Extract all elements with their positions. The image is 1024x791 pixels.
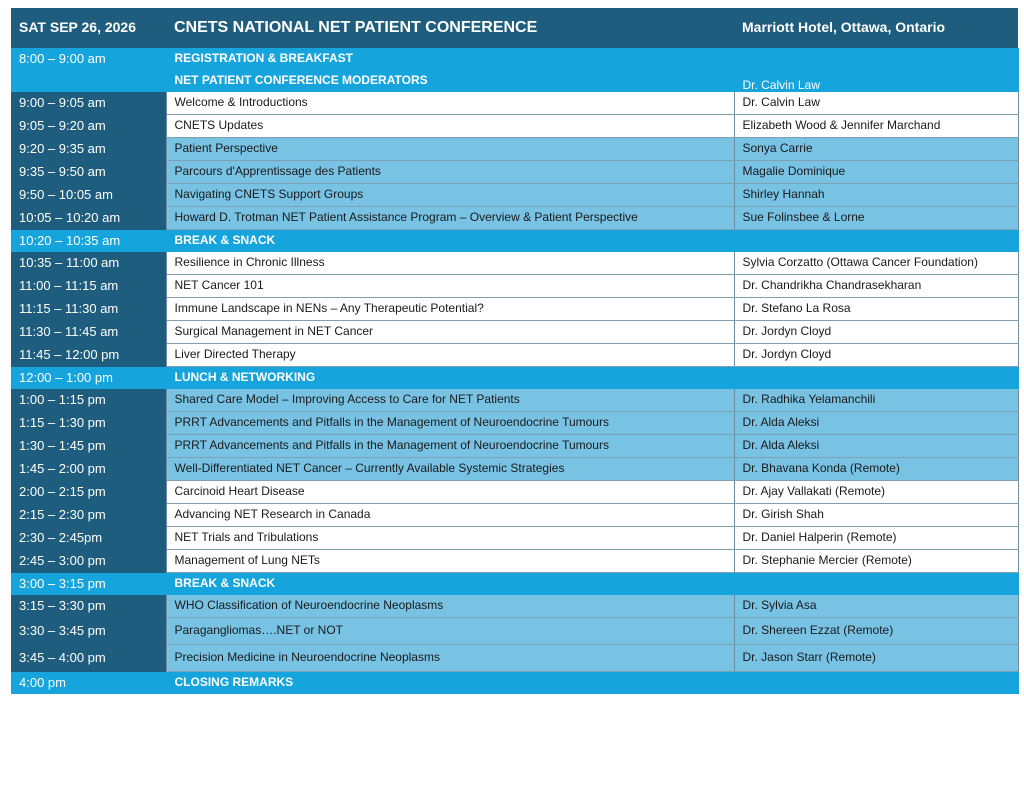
- agenda-row: [11, 481, 1018, 504]
- agenda-row: [11, 504, 1018, 527]
- agenda-speaker: [734, 573, 1018, 596]
- agenda-row: [11, 207, 1018, 230]
- agenda-table: [11, 8, 1019, 694]
- agenda-session: NET Cancer 101: [166, 275, 734, 298]
- agenda-row: [11, 298, 1018, 321]
- agenda-time: 3:00 – 3:15 pm: [11, 573, 166, 596]
- section-row: [11, 230, 1018, 253]
- section-row: [11, 573, 1018, 596]
- agenda-session: Well-Differentiated NET Cancer – Currently Available Systemic Strategies: [166, 458, 734, 481]
- agenda-session: Precision Medicine in Neuroendocrine Neoplasms: [166, 645, 734, 672]
- agenda-row: [11, 161, 1018, 184]
- agenda-session: Patient Perspective: [166, 138, 734, 161]
- agenda-time: 8:00 – 9:00 am: [11, 48, 166, 70]
- agenda-speaker: Dr. Calvin Law: [734, 70, 1018, 92]
- agenda-time: 10:20 – 10:35 am: [11, 230, 166, 253]
- agenda-session: WHO Classification of Neuroendocrine Neoplasms: [166, 595, 734, 618]
- moderators-row: [11, 70, 1018, 92]
- agenda-row: [11, 275, 1018, 298]
- agenda-body: [11, 8, 1018, 694]
- agenda-session: Carcinoid Heart Disease: [166, 481, 734, 504]
- agenda-row: [11, 435, 1018, 458]
- agenda-session: BREAK & SNACK: [166, 230, 734, 253]
- agenda-time: 11:30 – 11:45 am: [11, 321, 166, 344]
- agenda-speaker: Dr. Chandrikha Chandrasekharan: [734, 275, 1018, 298]
- agenda-speaker: Dr. Jordyn Cloyd: [734, 344, 1018, 367]
- agenda-row: [11, 92, 1018, 115]
- agenda-speaker: Dr. Radhika Yelamanchili: [734, 389, 1018, 412]
- agenda-session: PRRT Advancements and Pitfalls in the Management of Neuroendocrine Tumours: [166, 435, 734, 458]
- agenda-speaker: Dr. Calvin Law: [734, 92, 1018, 115]
- agenda-time: 1:45 – 2:00 pm: [11, 458, 166, 481]
- agenda-session: Parcours d'Apprentissage des Patients: [166, 161, 734, 184]
- agenda-row: [11, 412, 1018, 435]
- agenda-session: Howard D. Trotman NET Patient Assistance Program – Overview & Patient Perspective: [166, 207, 734, 230]
- agenda-time: 2:45 – 3:00 pm: [11, 550, 166, 573]
- agenda-speaker: Dr. Ajay Vallakati (Remote): [734, 481, 1018, 504]
- closing-row: [11, 672, 1018, 695]
- agenda-speaker: Sonya Carrie: [734, 138, 1018, 161]
- agenda-row: [11, 115, 1018, 138]
- agenda-row: [11, 252, 1018, 275]
- agenda-session: Shared Care Model – Improving Access to Care for NET Patients: [166, 389, 734, 412]
- section-row: [11, 48, 1018, 70]
- agenda-time: 10:35 – 11:00 am: [11, 252, 166, 275]
- agenda-speaker: Dr. Jordyn Cloyd: [734, 321, 1018, 344]
- agenda-speaker: [734, 230, 1018, 253]
- agenda-session: CNETS Updates: [166, 115, 734, 138]
- agenda-time: 3:15 – 3:30 pm: [11, 595, 166, 618]
- agenda-time: 1:00 – 1:15 pm: [11, 389, 166, 412]
- agenda-row: [11, 321, 1018, 344]
- agenda-time: 1:15 – 1:30 pm: [11, 412, 166, 435]
- agenda-row: [11, 645, 1018, 672]
- agenda-session: Paragangliomas….NET or NOT: [166, 618, 734, 645]
- agenda-row: [11, 527, 1018, 550]
- agenda-time: 2:15 – 2:30 pm: [11, 504, 166, 527]
- agenda-speaker: [734, 48, 1018, 70]
- agenda-session: BREAK & SNACK: [166, 573, 734, 596]
- section-row: [11, 367, 1018, 390]
- agenda-speaker: Dr. Stephanie Mercier (Remote): [734, 550, 1018, 573]
- agenda-speaker: Magalie Dominique: [734, 161, 1018, 184]
- conference-title: CNETS NATIONAL NET PATIENT CONFERENCE: [166, 8, 734, 48]
- agenda-speaker: Sylvia Corzatto (Ottawa Cancer Foundation): [734, 252, 1018, 275]
- agenda-row: [11, 389, 1018, 412]
- agenda-speaker: Dr. Stefano La Rosa: [734, 298, 1018, 321]
- conference-venue: Marriott Hotel, Ottawa, Ontario: [734, 8, 1018, 48]
- header-row: [11, 8, 1018, 48]
- agenda-time: 10:05 – 10:20 am: [11, 207, 166, 230]
- agenda-speaker: [734, 367, 1018, 390]
- agenda-speaker: Dr. Bhavana Konda (Remote): [734, 458, 1018, 481]
- agenda-session: NET PATIENT CONFERENCE MODERATORS: [166, 70, 734, 92]
- agenda-time: 1:30 – 1:45 pm: [11, 435, 166, 458]
- agenda-time: 3:45 – 4:00 pm: [11, 645, 166, 672]
- agenda-time: 2:00 – 2:15 pm: [11, 481, 166, 504]
- agenda-time: 9:35 – 9:50 am: [11, 161, 166, 184]
- agenda-speaker: Dr. Daniel Halperin (Remote): [734, 527, 1018, 550]
- agenda-speaker: Dr. Girish Shah: [734, 504, 1018, 527]
- agenda-time: [11, 70, 166, 92]
- agenda-time: 2:30 – 2:45pm: [11, 527, 166, 550]
- agenda-session: PRRT Advancements and Pitfalls in the Management of Neuroendocrine Tumours: [166, 412, 734, 435]
- agenda-time: 11:00 – 11:15 am: [11, 275, 166, 298]
- agenda-session: Navigating CNETS Support Groups: [166, 184, 734, 207]
- agenda-session: NET Trials and Tribulations: [166, 527, 734, 550]
- agenda-time: 9:20 – 9:35 am: [11, 138, 166, 161]
- agenda-session: Surgical Management in NET Cancer: [166, 321, 734, 344]
- agenda-row: [11, 184, 1018, 207]
- agenda-time: 9:50 – 10:05 am: [11, 184, 166, 207]
- agenda-session: Advancing NET Research in Canada: [166, 504, 734, 527]
- agenda-time: 12:00 – 1:00 pm: [11, 367, 166, 390]
- agenda-row: [11, 344, 1018, 367]
- agenda-session: Liver Directed Therapy: [166, 344, 734, 367]
- agenda-speaker: Sue Folinsbee & Lorne: [734, 207, 1018, 230]
- agenda-time: 9:05 – 9:20 am: [11, 115, 166, 138]
- agenda-time: 3:30 – 3:45 pm: [11, 618, 166, 645]
- agenda-time: 11:15 – 11:30 am: [11, 298, 166, 321]
- agenda-session: Immune Landscape in NENs – Any Therapeutic Potential?: [166, 298, 734, 321]
- agenda-session: REGISTRATION & BREAKFAST: [166, 48, 734, 70]
- agenda-time: 11:45 – 12:00 pm: [11, 344, 166, 367]
- agenda-time: 4:00 pm: [11, 672, 166, 695]
- agenda-session: Management of Lung NETs: [166, 550, 734, 573]
- agenda-time: 9:00 – 9:05 am: [11, 92, 166, 115]
- agenda-speaker: [734, 672, 1018, 695]
- agenda-speaker: Dr. Jason Starr (Remote): [734, 645, 1018, 672]
- agenda-speaker: Dr. Shereen Ezzat (Remote): [734, 618, 1018, 645]
- agenda-session: LUNCH & NETWORKING: [166, 367, 734, 390]
- agenda-row: [11, 550, 1018, 573]
- agenda-speaker: Dr. Alda Aleksi: [734, 435, 1018, 458]
- agenda-speaker: Elizabeth Wood & Jennifer Marchand: [734, 115, 1018, 138]
- agenda-session: CLOSING REMARKS: [166, 672, 734, 695]
- agenda-speaker: Dr. Sylvia Asa: [734, 595, 1018, 618]
- agenda-row: [11, 458, 1018, 481]
- agenda-session: Welcome & Introductions: [166, 92, 734, 115]
- agenda-speaker: Shirley Hannah: [734, 184, 1018, 207]
- agenda-session: Resilience in Chronic Illness: [166, 252, 734, 275]
- agenda-row: [11, 138, 1018, 161]
- conference-date: SAT SEP 26, 2026: [11, 8, 166, 48]
- agenda-row: [11, 595, 1018, 618]
- agenda-speaker: Dr. Alda Aleksi: [734, 412, 1018, 435]
- agenda-row: [11, 618, 1018, 645]
